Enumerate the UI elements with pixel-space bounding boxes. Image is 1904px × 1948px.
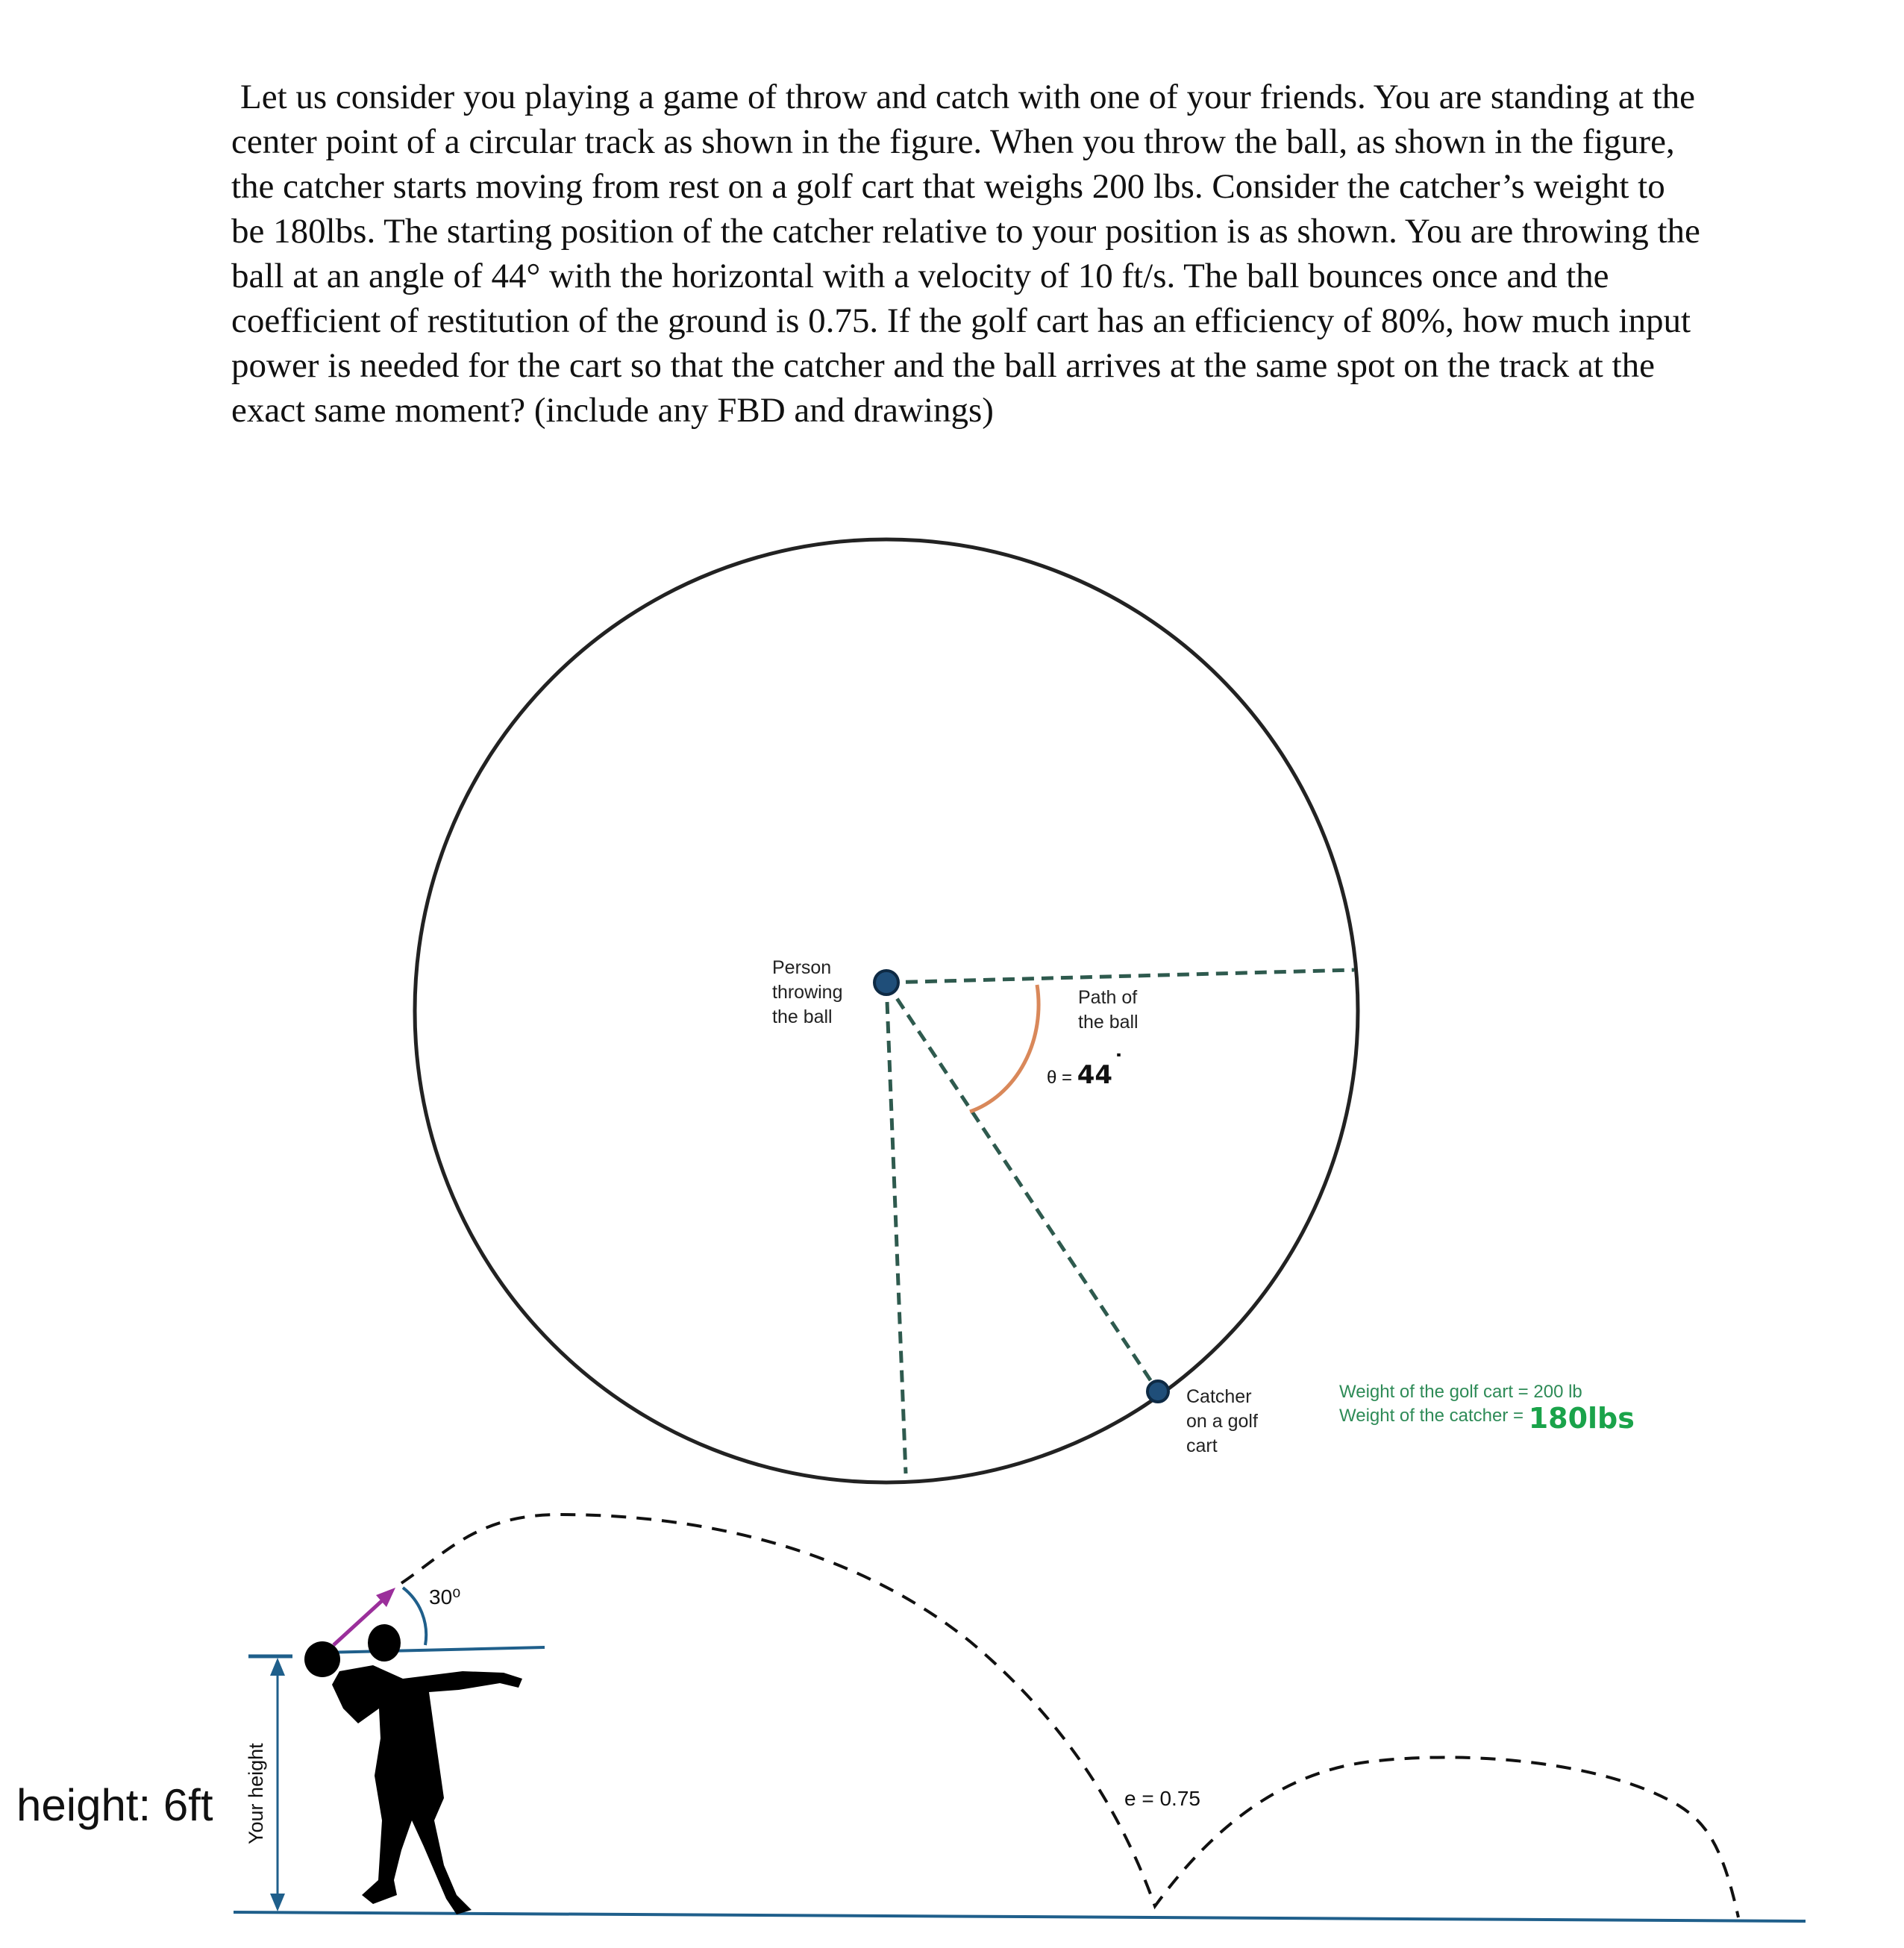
launch-angle-label: 30⁰ (429, 1585, 461, 1609)
restitution-label: e = 0.75 (1124, 1787, 1200, 1810)
side-view-diagram (16, 1515, 1806, 1921)
thrower-dot (874, 971, 898, 995)
top-view-diagram (415, 539, 1635, 1482)
problem-line: center point of a circular track as shown in the figure. When you throw the ball, as shown in the figure, (231, 122, 1675, 161)
angle-arc (970, 985, 1039, 1112)
launch-angle-arc (403, 1588, 426, 1645)
reference-line-vertical (886, 983, 906, 1473)
problem-line: power is needed for the cart so that the catcher and the ball arrives at the same spot on the track at the (231, 346, 1655, 385)
release-horizontal-line (322, 1647, 545, 1653)
thrower-silhouette (304, 1624, 522, 1914)
thrower-label: Person throwing the ball (772, 957, 843, 1027)
ball-trajectory (401, 1515, 1738, 1917)
catcher-dot (1147, 1381, 1168, 1402)
problem-line: exact same moment? (include any FBD and drawings) (231, 391, 994, 430)
height-note: height: 6ft (16, 1780, 213, 1830)
height-axis-label: Your height (245, 1743, 267, 1844)
ground-line (234, 1912, 1806, 1921)
angle-label: θ = 44˙ (1047, 1050, 1126, 1090)
problem-line: be 180lbs. The starting position of the catcher relative to your position is as shown. You are throwing the (231, 212, 1700, 251)
catcher-weight-note: Weight of the catcher = 180lbs (1339, 1402, 1635, 1435)
catcher-label: Catcher on a golf cart (1186, 1386, 1258, 1456)
problem-line: coefficient of restitution of the ground is 0.75. If the golf cart has an efficiency of 80%, how much input (231, 301, 1691, 340)
ball-path-label: Path of the ball (1078, 987, 1139, 1033)
reference-line-horizontal (886, 970, 1354, 983)
height-arrow-bottom (270, 1894, 285, 1911)
problem-line: ball at an angle of 44° with the horizontal with a velocity of 10 ft/s. The ball bounces once and the (231, 257, 1609, 295)
cart-weight-note: Weight of the golf cart = 200 lb (1339, 1382, 1582, 1402)
problem-line: the catcher starts moving from rest on a golf cart that weighs 200 lbs. Consider the catcher’s weight to (231, 167, 1665, 206)
height-arrow-top (270, 1658, 285, 1676)
ball-path-line (886, 983, 1158, 1391)
problem-line: Let us consider you playing a game of throw and catch with one of your friends. You are standing at the (240, 78, 1696, 116)
